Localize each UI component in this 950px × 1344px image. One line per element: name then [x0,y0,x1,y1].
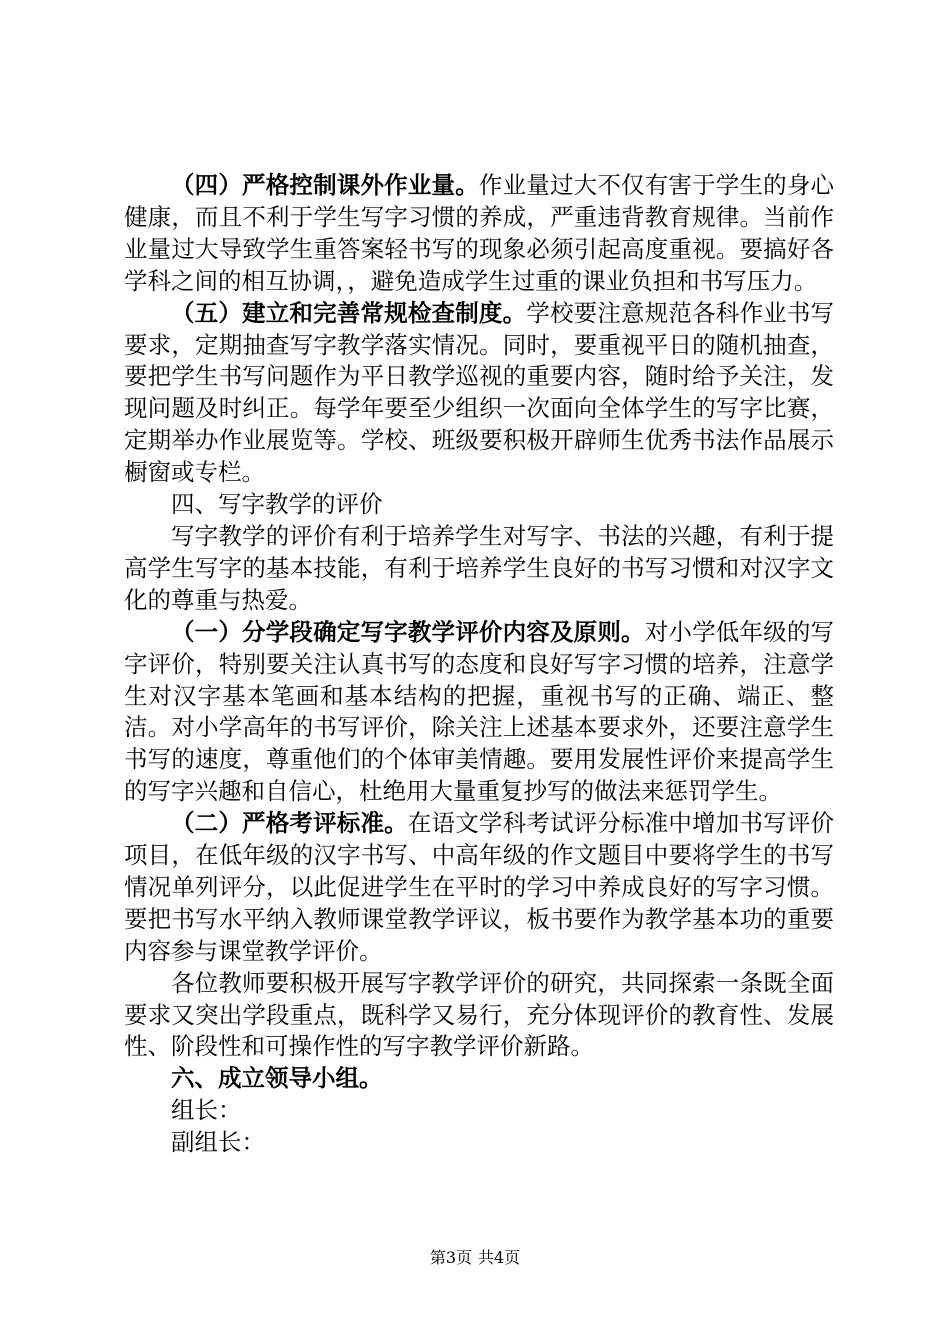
paragraph-evaluation-intro: 写字教学的评价有利于培养学生对写字、书法的兴趣，有利于提高学生写字的基本技能，有利于培养学生良好的书写习惯和对汉字文化的尊重与热爱。 [124,521,834,614]
paragraph-homework-control [124,170,834,298]
page-number-current: 第3页 [429,1248,472,1267]
section-title-leadership: 六、成立领导小组。 [171,1064,383,1093]
document-body [124,170,834,1159]
paragraph-heading: （二）严格考评标准。 [171,809,408,838]
paragraph-heading: （一）分学段确定写字教学评价内容及原则。 [171,617,645,646]
page-footer [0,1245,950,1268]
page-number-total: 共4页 [478,1248,521,1267]
paragraph-text: 在语文学科考试评分标准中增加书写评价项目，在低年级的汉字书写、中高年级的作文题目中要将学生的书写情况单列评分，以此促进学生在平时的学习中养成良好的写字习惯。要把书写水平纳入教师课堂教学评议，板书要作为教学基本功的重要内容参与课堂教学评价。 [124,809,835,965]
paragraph-heading: （五）建立和完善常规检查制度。 [171,298,527,327]
paragraph-assessment-standard [124,808,834,968]
section-title-evaluation: 四、写字教学的评价 [171,490,383,519]
deputy-leader-label: 副组长： [171,1128,265,1157]
leader-label: 组长： [171,1096,242,1125]
paragraph-heading: （四）严格控制课外作业量。 [171,171,479,199]
paragraph-teacher-research: 各位教师要积极开展写字教学评价的研究，共同探索一条既全面要求又突出学段重点，既科学又易行，充分体现评价的教育性、发展性、阶段性和可操作性的写字教学评价新路。 [124,968,834,1061]
paragraph-inspection-system [124,298,834,489]
paragraph-text: 学校要注意规范各科作业书写要求，定期抽查写字教学落实情况。同时，要重视平日的随机抽查，要把学生书写问题作为平日教学巡视的重要内容，随时给予关注，发现问题及时纠正。每学年要至少组织一次面向全体学生的写字比赛，定期举办作业展览等。学校、班级要积极开辟师生优秀书法作品展示橱窗或专栏。 [124,298,835,487]
paragraph-stage-evaluation [124,617,834,808]
paragraph-text: 对小学低年级的写字评价，特别要关注认真书写的态度和良好写字习惯的培养，注意学生对汉字基本笔画和基本结构的把握，重视书写的正确、端正、整洁。对小学高年的书写评价，除关注上述基本要求外，还要注意学生书写的速度，尊重他们的个体审美情趣。要用发展性评价来提高学生的写字兴趣和自信心，杜绝用大量重复抄写的做法来惩罚学生。 [124,617,834,806]
paragraph-text: 作业量过大不仅有害于学生的身心健康，而且不利于学生写字习惯的养成，严重违背教育规律。当前作业量过大导致学生重答案轻书写的现象必须引起高度重视。要搞好各学科之间的相互协调，，避免造成学生过重的课业负担和书写压力。 [124,171,835,295]
